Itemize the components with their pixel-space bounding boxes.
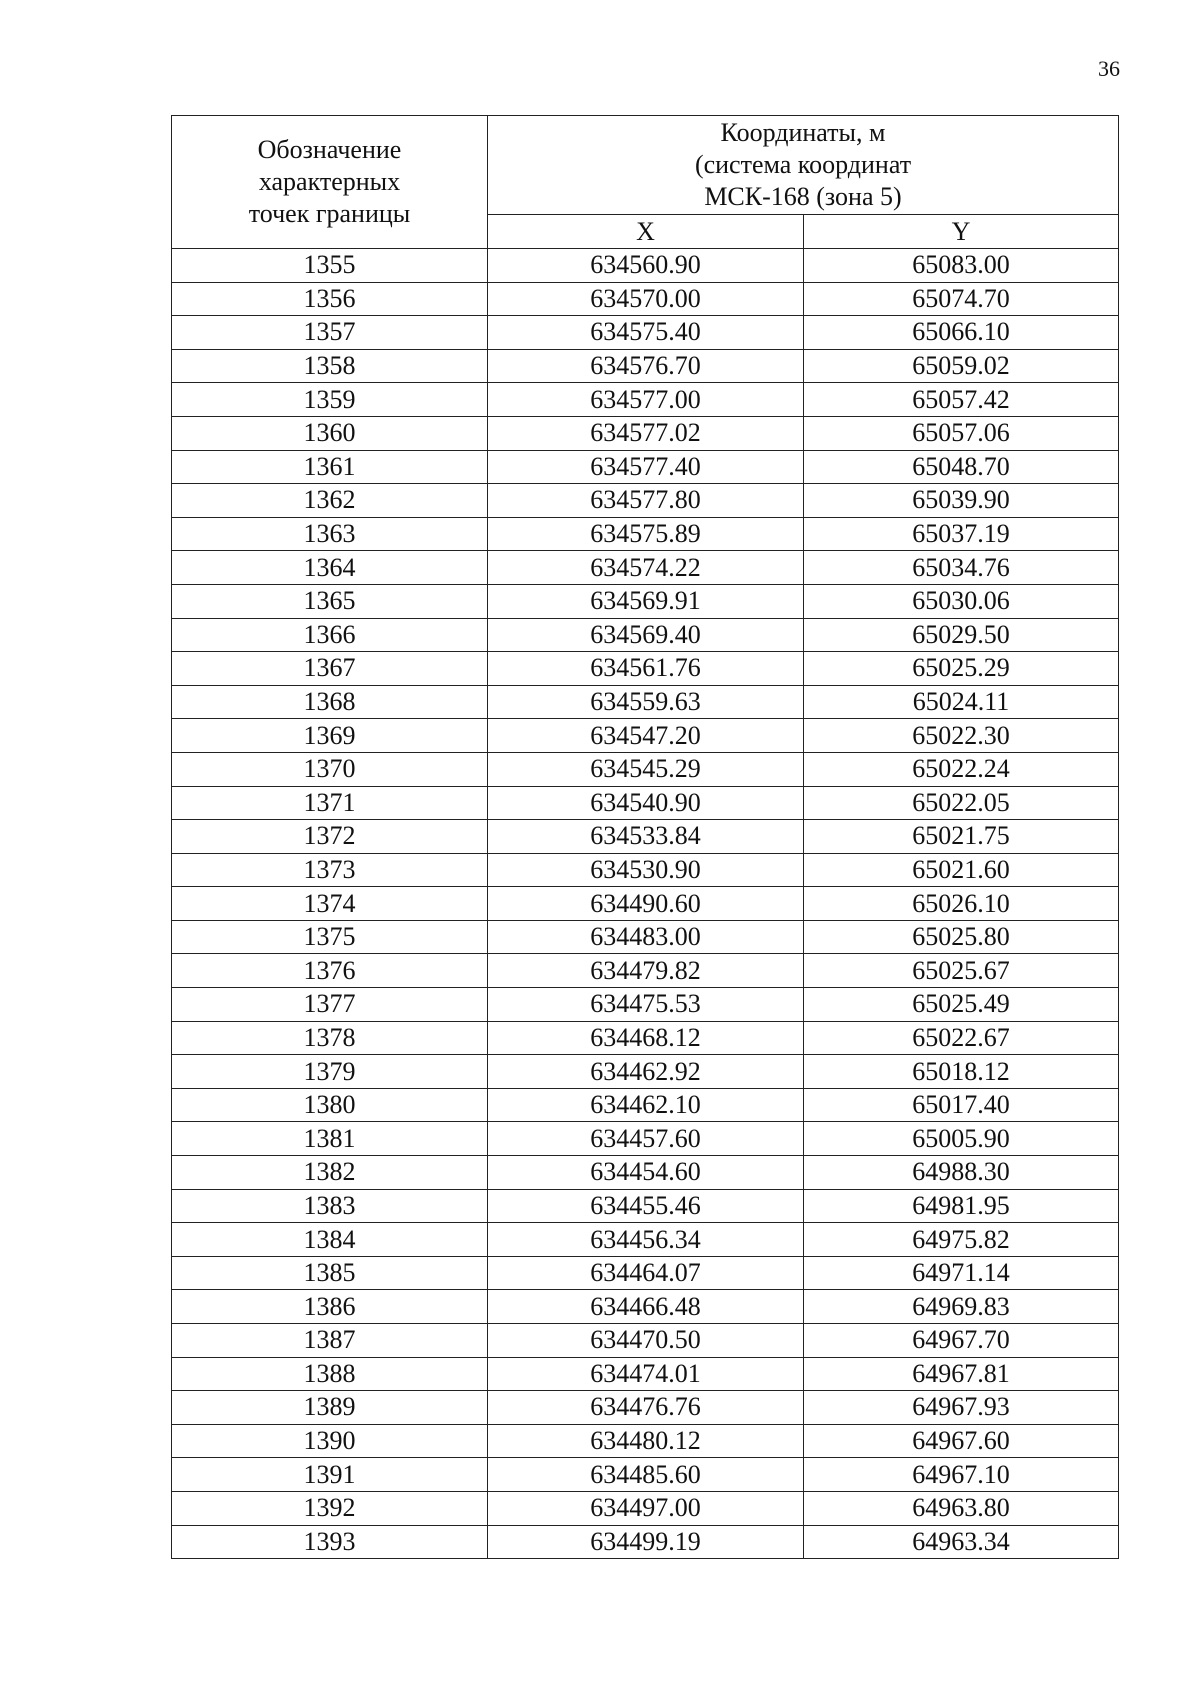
table-row bbox=[172, 551, 1119, 585]
x-cell: 634577.00 bbox=[488, 383, 804, 417]
point-cell: 1366 bbox=[172, 618, 488, 652]
y-cell: 65034.76 bbox=[804, 551, 1119, 585]
x-cell: 634490.60 bbox=[488, 887, 804, 921]
point-cell: 1384 bbox=[172, 1223, 488, 1257]
table-body bbox=[172, 249, 1119, 1559]
y-cell: 65022.05 bbox=[804, 786, 1119, 820]
table-row bbox=[172, 820, 1119, 854]
y-cell: 64967.70 bbox=[804, 1324, 1119, 1358]
x-cell: 634560.90 bbox=[488, 249, 804, 283]
x-cell: 634455.46 bbox=[488, 1189, 804, 1223]
y-cell: 65025.80 bbox=[804, 920, 1119, 954]
header-point-line-3: точек границы bbox=[248, 199, 411, 228]
point-cell: 1358 bbox=[172, 349, 488, 383]
point-cell: 1364 bbox=[172, 551, 488, 585]
table-row bbox=[172, 349, 1119, 383]
x-cell: 634530.90 bbox=[488, 853, 804, 887]
header-coords-line-1: Координаты, м bbox=[720, 118, 886, 147]
header-coords-line-2: (система координат bbox=[694, 150, 912, 179]
table-row bbox=[172, 752, 1119, 786]
point-cell: 1361 bbox=[172, 450, 488, 484]
table-row bbox=[172, 954, 1119, 988]
header-y: Y bbox=[804, 215, 1119, 249]
point-cell: 1381 bbox=[172, 1122, 488, 1156]
y-cell: 65057.06 bbox=[804, 416, 1119, 450]
x-cell: 634483.00 bbox=[488, 920, 804, 954]
table-row bbox=[172, 1357, 1119, 1391]
table-row bbox=[172, 1223, 1119, 1257]
x-cell: 634466.48 bbox=[488, 1290, 804, 1324]
y-cell: 65066.10 bbox=[804, 316, 1119, 350]
table-row bbox=[172, 450, 1119, 484]
x-cell: 634497.00 bbox=[488, 1491, 804, 1525]
x-cell: 634569.40 bbox=[488, 618, 804, 652]
point-cell: 1359 bbox=[172, 383, 488, 417]
y-cell: 64971.14 bbox=[804, 1256, 1119, 1290]
y-cell: 65083.00 bbox=[804, 249, 1119, 283]
x-cell: 634480.12 bbox=[488, 1424, 804, 1458]
table-row bbox=[172, 1021, 1119, 1055]
x-cell: 634470.50 bbox=[488, 1324, 804, 1358]
table-row bbox=[172, 1088, 1119, 1122]
y-cell: 65017.40 bbox=[804, 1088, 1119, 1122]
y-cell: 65059.02 bbox=[804, 349, 1119, 383]
y-cell: 65039.90 bbox=[804, 484, 1119, 518]
x-cell: 634479.82 bbox=[488, 954, 804, 988]
point-cell: 1371 bbox=[172, 786, 488, 820]
point-cell: 1389 bbox=[172, 1391, 488, 1425]
table-row bbox=[172, 416, 1119, 450]
y-cell: 65030.06 bbox=[804, 584, 1119, 618]
table-row bbox=[172, 988, 1119, 1022]
table-row bbox=[172, 316, 1119, 350]
y-cell: 65021.75 bbox=[804, 820, 1119, 854]
table-row bbox=[172, 1525, 1119, 1559]
x-cell: 634499.19 bbox=[488, 1525, 804, 1559]
table-row bbox=[172, 853, 1119, 887]
point-cell: 1357 bbox=[172, 316, 488, 350]
x-cell: 634456.34 bbox=[488, 1223, 804, 1257]
point-cell: 1388 bbox=[172, 1357, 488, 1391]
point-cell: 1383 bbox=[172, 1189, 488, 1223]
y-cell: 65021.60 bbox=[804, 853, 1119, 887]
table-row bbox=[172, 1491, 1119, 1525]
point-cell: 1372 bbox=[172, 820, 488, 854]
y-cell: 64988.30 bbox=[804, 1156, 1119, 1190]
table-row bbox=[172, 1189, 1119, 1223]
table-row bbox=[172, 1424, 1119, 1458]
table-row bbox=[172, 920, 1119, 954]
y-cell: 65029.50 bbox=[804, 618, 1119, 652]
point-cell: 1365 bbox=[172, 584, 488, 618]
point-cell: 1370 bbox=[172, 752, 488, 786]
header-point-line-1: Обозначение bbox=[257, 135, 402, 164]
table-row bbox=[172, 383, 1119, 417]
x-cell: 634540.90 bbox=[488, 786, 804, 820]
y-cell: 64967.60 bbox=[804, 1424, 1119, 1458]
table-row bbox=[172, 618, 1119, 652]
header-coordinates bbox=[488, 116, 1119, 215]
page-number: 36 bbox=[1098, 56, 1120, 81]
table-row bbox=[172, 517, 1119, 551]
point-cell: 1379 bbox=[172, 1055, 488, 1089]
point-cell: 1390 bbox=[172, 1424, 488, 1458]
point-cell: 1378 bbox=[172, 1021, 488, 1055]
y-cell: 64963.34 bbox=[804, 1525, 1119, 1559]
y-cell: 65057.42 bbox=[804, 383, 1119, 417]
y-cell: 65025.67 bbox=[804, 954, 1119, 988]
point-cell: 1360 bbox=[172, 416, 488, 450]
point-cell: 1386 bbox=[172, 1290, 488, 1324]
x-cell: 634474.01 bbox=[488, 1357, 804, 1391]
point-cell: 1391 bbox=[172, 1458, 488, 1492]
x-cell: 634559.63 bbox=[488, 685, 804, 719]
x-cell: 634577.02 bbox=[488, 416, 804, 450]
point-cell: 1387 bbox=[172, 1324, 488, 1358]
point-cell: 1368 bbox=[172, 685, 488, 719]
header-coords-line-3: МСК-168 (зона 5) bbox=[704, 182, 902, 211]
y-cell: 64963.80 bbox=[804, 1491, 1119, 1525]
x-cell: 634576.70 bbox=[488, 349, 804, 383]
y-cell: 64981.95 bbox=[804, 1189, 1119, 1223]
x-cell: 634464.07 bbox=[488, 1256, 804, 1290]
point-cell: 1377 bbox=[172, 988, 488, 1022]
y-cell: 65024.11 bbox=[804, 685, 1119, 719]
x-cell: 634468.12 bbox=[488, 1021, 804, 1055]
x-cell: 634547.20 bbox=[488, 719, 804, 753]
point-cell: 1380 bbox=[172, 1088, 488, 1122]
table-row bbox=[172, 1122, 1119, 1156]
y-cell: 64967.10 bbox=[804, 1458, 1119, 1492]
x-cell: 634575.40 bbox=[488, 316, 804, 350]
y-cell: 65037.19 bbox=[804, 517, 1119, 551]
x-cell: 634569.91 bbox=[488, 584, 804, 618]
y-cell: 65025.29 bbox=[804, 652, 1119, 686]
x-cell: 634533.84 bbox=[488, 820, 804, 854]
table-row bbox=[172, 887, 1119, 921]
point-cell: 1369 bbox=[172, 719, 488, 753]
table-row bbox=[172, 282, 1119, 316]
y-cell: 65026.10 bbox=[804, 887, 1119, 921]
table-row bbox=[172, 484, 1119, 518]
x-cell: 634570.00 bbox=[488, 282, 804, 316]
y-cell: 64967.93 bbox=[804, 1391, 1119, 1425]
y-cell: 64967.81 bbox=[804, 1357, 1119, 1391]
header-point-designation bbox=[172, 116, 488, 249]
table-row bbox=[172, 786, 1119, 820]
table-row bbox=[172, 1256, 1119, 1290]
x-cell: 634462.92 bbox=[488, 1055, 804, 1089]
table-header bbox=[172, 116, 1119, 249]
y-cell: 64969.83 bbox=[804, 1290, 1119, 1324]
point-cell: 1382 bbox=[172, 1156, 488, 1190]
table-row bbox=[172, 685, 1119, 719]
table-row bbox=[172, 652, 1119, 686]
point-cell: 1373 bbox=[172, 853, 488, 887]
header-x: X bbox=[488, 215, 804, 249]
point-cell: 1374 bbox=[172, 887, 488, 921]
x-cell: 634454.60 bbox=[488, 1156, 804, 1190]
x-cell: 634574.22 bbox=[488, 551, 804, 585]
y-cell: 64975.82 bbox=[804, 1223, 1119, 1257]
coordinates-table bbox=[171, 115, 1119, 1559]
table-row bbox=[172, 1290, 1119, 1324]
x-cell: 634561.76 bbox=[488, 652, 804, 686]
header-point-line-2: характерных bbox=[258, 167, 401, 196]
point-cell: 1355 bbox=[172, 249, 488, 283]
x-cell: 634545.29 bbox=[488, 752, 804, 786]
y-cell: 65018.12 bbox=[804, 1055, 1119, 1089]
x-cell: 634577.80 bbox=[488, 484, 804, 518]
x-cell: 634476.76 bbox=[488, 1391, 804, 1425]
y-cell: 65025.49 bbox=[804, 988, 1119, 1022]
table-row bbox=[172, 1156, 1119, 1190]
point-cell: 1393 bbox=[172, 1525, 488, 1559]
x-cell: 634575.89 bbox=[488, 517, 804, 551]
x-cell: 634577.40 bbox=[488, 450, 804, 484]
y-cell: 65005.90 bbox=[804, 1122, 1119, 1156]
y-cell: 65074.70 bbox=[804, 282, 1119, 316]
y-cell: 65048.70 bbox=[804, 450, 1119, 484]
point-cell: 1385 bbox=[172, 1256, 488, 1290]
x-cell: 634475.53 bbox=[488, 988, 804, 1022]
point-cell: 1363 bbox=[172, 517, 488, 551]
point-cell: 1375 bbox=[172, 920, 488, 954]
x-cell: 634485.60 bbox=[488, 1458, 804, 1492]
table-row bbox=[172, 719, 1119, 753]
x-cell: 634457.60 bbox=[488, 1122, 804, 1156]
table-row bbox=[172, 249, 1119, 283]
point-cell: 1362 bbox=[172, 484, 488, 518]
point-cell: 1376 bbox=[172, 954, 488, 988]
table-row bbox=[172, 1055, 1119, 1089]
point-cell: 1392 bbox=[172, 1491, 488, 1525]
table-row bbox=[172, 1458, 1119, 1492]
x-cell: 634462.10 bbox=[488, 1088, 804, 1122]
table-row bbox=[172, 1324, 1119, 1358]
y-cell: 65022.67 bbox=[804, 1021, 1119, 1055]
y-cell: 65022.24 bbox=[804, 752, 1119, 786]
table-row bbox=[172, 1391, 1119, 1425]
point-cell: 1367 bbox=[172, 652, 488, 686]
point-cell: 1356 bbox=[172, 282, 488, 316]
table-row bbox=[172, 584, 1119, 618]
y-cell: 65022.30 bbox=[804, 719, 1119, 753]
